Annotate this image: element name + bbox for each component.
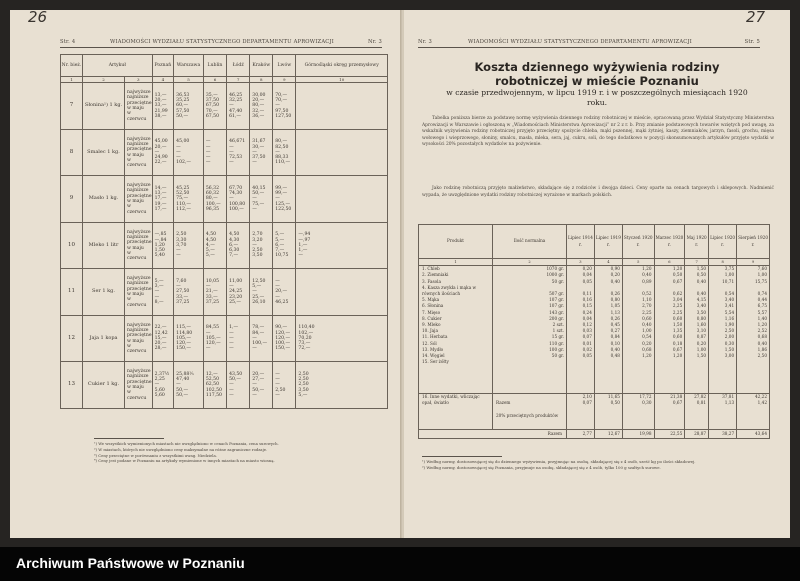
price-cell: 56,32 60,32 80,— 100,— 96,35 (203, 176, 226, 223)
footnote: ²) W miastach, których nie uwzględniono ceny maksymalne na różne zagraniczne rodzaje. (94, 446, 268, 452)
footnote-rule (94, 438, 164, 439)
price-cell: 45,00 20,— — 24,90 22,— (152, 129, 174, 176)
total-cell: 38,27 (709, 430, 737, 439)
left-header-page: Str. 4 (60, 39, 76, 45)
price-cell: 40,15 50,— — 75,— — (250, 176, 273, 223)
price-cell: 67,70 74,30 — 100,80 100,— (227, 176, 250, 223)
th-lodz: Łódź (227, 55, 250, 77)
price-cell: 5,— 3,— — — 8,— (152, 269, 174, 316)
th-article: Artykuł (83, 55, 153, 77)
th-slask: Górnośląski okręg przemysłowy (296, 55, 388, 77)
handwritten-page-number-left: 26 (28, 10, 48, 26)
price-cell: 99,— 99,— — 125,— 122,50 (273, 176, 296, 223)
th-jan-1920: Styczeń 1920 r. (622, 225, 654, 259)
price-cell: 4,50 4,30 6,— 6,30 7,— (227, 222, 250, 269)
footnote-rule (422, 456, 502, 457)
price-cell: 43,50 50,— — — — (227, 362, 250, 409)
price-cell: 78,— 84,— — 100,— — (250, 315, 273, 362)
price-cell: 11,00 — 24,25 23,20 25,— (227, 269, 250, 316)
value-cell: 0,90 0,20 0,40 0,26 0,80 1,05 1,13 0,26 0,45 0,27 0,84 0,10 0,40 0,48 (594, 266, 622, 394)
price-cell: 84,55 — 105,— 120,— — (203, 315, 226, 362)
col-num: 2 (493, 259, 567, 266)
handwritten-page-number-right: 27 (746, 10, 766, 26)
price-cell: 35,— 37,50 67,50 70,— 67,50 (203, 83, 226, 130)
paragraph-2: Jako rodzinę robotniczą przyjęto małżeństwo, składające się z rodziców i dwojga dzieci. Ceny oparte na cenach targowych i sklepowych. Nadmienić wypada, że uwzględnione wydatki rodziny robotniczej wyrażone w markach polskich. (422, 186, 774, 198)
misc-cell: 17,72 0,30 (622, 394, 654, 430)
col-num: 8 (250, 77, 273, 83)
article-name: Mleko 1 litr (83, 222, 125, 269)
price-cell: 14,— 13,— 17,— 19,— 17,— (152, 176, 174, 223)
article-name: Smalec 1 kg. (83, 129, 125, 176)
col-num: 3 (567, 259, 595, 266)
col-num: 5 (174, 77, 204, 83)
total-cell: 43,64 (737, 430, 770, 439)
col-num: 9 (273, 77, 296, 83)
col-num: 9 (737, 259, 770, 266)
paragraph-1: Tabelka poniższa bierze za podstawę normę wyżywienia dziennego rodziny robotniczej w mieście, opracowaną przez Wydział Statystyczny Ministerstwa Aprowizacji w Warszawie i ogłoszoną w „Wiadomościach Ministerstwa Aprowizacji” nr 2 z r. b. Przy zmianie podstawowych towarów wziętych pod uwagę, za wskaźnik wyżywienia rodziny robotniczej przyjęto przeciętny spożycie chleba, mąki pszennej, mąki żytniej, kaszy, ziemniaków, jarzyn, fasoli, grochu, mięsa wołowego i wieprzowego, słoniny, smalcu, masła, mleka, sera, jaj, cukru, soli, do tego dodatkowo w pozycji skonsumowanych artykułów przyjęto wydatki w wysokości 20% pozostałych wydatków na pożywienie. (422, 116, 774, 148)
misc-cell: 37,81 1,13 (709, 394, 737, 430)
th-nr: Nr. bież. (61, 55, 83, 77)
price-cell (296, 176, 388, 223)
row-number: 8 (61, 129, 83, 176)
price-cell: — — — 2,50 — (273, 362, 296, 409)
price-table (60, 54, 388, 409)
value-cell: 1,20 0,40 0,89 0,52 1,10 2,70 2,25 0,60 0,40 1,00 0,54 0,20 0,68 1,20 (622, 266, 654, 394)
price-cell: 5,— 5,— 6,— 7,— 10,75 (273, 222, 296, 269)
col-num: 2 (83, 77, 125, 83)
razem-label: Razem (496, 400, 511, 406)
th-lwow: Lwów (273, 55, 296, 77)
price-kind-labels: najwyższe najniższe przeciętne w maju w czerwcu (125, 176, 153, 223)
quantity-cell: 1070 gr. 1000 gr. 50 gr. 507 gr. 107 gr. 107 gr. 143 gr. 200 gr. 2 szt. 1 szt. 15 gr. 110 gr. 100 gr. 50 gr. (493, 266, 567, 394)
price-cell: —,85 —,84 1,20 1,50 5,40 (152, 222, 174, 269)
footnote: ³) Ceny przeciętne w porównaniu z wszystkimi uwag. Niedziela. (94, 452, 217, 458)
row-number: 11 (61, 269, 83, 316)
row-number: 9 (61, 176, 83, 223)
th-warszawa: Warszawa (174, 55, 204, 77)
price-cell (296, 129, 388, 176)
col-num: 1 (61, 77, 83, 83)
left-header-title: WIADOMOŚCI WYDZIAŁU STATYSTYCZNEGO DEPARTAMENTU APROWIZACJI (110, 39, 334, 45)
price-cell: 7,60 — 27,50 33,— 37,25 (174, 269, 204, 316)
row-number: 7 (61, 83, 83, 130)
price-cell: 13,— 20,— 33,— 21,99 38,— (152, 83, 174, 130)
price-cell: —,94 —,97 1,— 1,— — (296, 222, 388, 269)
percent-label: 20% przeciętnych produktów (496, 412, 559, 418)
left-page-header (60, 38, 382, 48)
right-header-page: Nr. 3 (418, 39, 433, 45)
th-aug-1920: Sierpień 1920 r. (737, 225, 770, 259)
total-label: Razem (419, 430, 567, 439)
price-cell: 30,00 20,— 80,— 32,— 36,— (250, 83, 273, 130)
left-header-number: Nr. 3 (367, 39, 382, 45)
col-num: 3 (125, 77, 153, 83)
col-num: 8 (709, 259, 737, 266)
value-cell: 1,20 0,50 0,67 0,62 3,04 2,25 2,25 0,60 1,50 1,35 0,60 0,18 0,67 1,20 (654, 266, 685, 394)
right-page-header (418, 38, 760, 48)
left-page (10, 10, 402, 538)
article-name: Cukier 1 kg. (83, 362, 125, 409)
misc-cell: 21,38 0,67 (654, 394, 685, 430)
th-lublin: Lublin (203, 55, 226, 77)
th-jul-1920: Lipiec 1920 r. (709, 225, 737, 259)
right-footnotes (422, 456, 772, 470)
th-jul-1914: Lipiec 1914 r. (567, 225, 595, 259)
price-cell: 31,67 30,— — 37,50 — (250, 129, 273, 176)
price-cell: 4,50 4,50 4,— 5,— 5,— (203, 222, 226, 269)
items-row (419, 266, 770, 394)
price-cell: 25,88⅓ 47,40 — 50,— 50,— (174, 362, 204, 409)
total-cell: 19,98 (622, 430, 654, 439)
col-num: 10 (296, 77, 388, 83)
right-header-title: WIADOMOŚCI WYDZIAŁU STATYSTYCZNEGO DEPARTAMENTU APROWIZACJI (468, 39, 692, 45)
row-number: 10 (61, 222, 83, 269)
table-row (61, 269, 388, 316)
price-cell (296, 83, 388, 130)
price-cell: 2,70 3,20 — 2,50 3,50 (250, 222, 273, 269)
total-cell: 2,77 (567, 430, 595, 439)
left-footnotes (94, 438, 384, 464)
footnote: ¹) We wszystkich wymienionych miastach nie uwzględniono w cenach Poznania, cena surowych. (94, 441, 279, 446)
price-cell (296, 269, 388, 316)
article-title: Koszta dziennego wyżywienia rodziny robotniczej w mieście Poznaniu (474, 60, 720, 88)
col-num: 4 (152, 77, 174, 83)
table-row (61, 222, 388, 269)
footnote: ⁴) Ceny jest podane w Poznaniu na artykuły wymienione w innych miastach na miasto wiosną. (94, 458, 275, 464)
price-kind-labels: najwyższe najniższe przeciętne w maju w czerwcu (125, 129, 153, 176)
table-row (61, 362, 388, 409)
col-num: 6 (654, 259, 685, 266)
total-cell: 28,87 (685, 430, 709, 439)
right-page (404, 10, 790, 538)
column-number-row (419, 259, 770, 266)
price-cell: 2,50 3,30 3,70 — — (174, 222, 204, 269)
total-cell: 22,55 (654, 430, 685, 439)
price-cell: 45,00 — — — 102,— (174, 129, 204, 176)
price-cell: — — — — — (203, 129, 226, 176)
article-name: Ser 1 kg. (83, 269, 125, 316)
col-num: 1 (419, 259, 493, 266)
price-kind-labels: najwyższe najniższe przeciętne w maju w czerwcu (125, 222, 153, 269)
th-product: Produkt (419, 225, 493, 259)
price-cell: — — 20,— — 46,25 (273, 269, 296, 316)
price-cell: 70,— 70,— — 97,50 127,50 (273, 83, 296, 130)
price-kind-labels: najwyższe najniższe przeciętne w maju w czerwcu (125, 269, 153, 316)
th-quantity: Ilość normalna (493, 225, 567, 259)
misc-cell: 2,10 0,07 (567, 394, 595, 430)
value-cell: 0,20 0,04 0,05 0,11 0,16 0,15 0,24 0,04 0,12 0,03 0,07 0,01 0,02 0,05 (567, 266, 595, 394)
th-may-1920: Maj 1920 r. (685, 225, 709, 259)
price-cell: 12,50 5,— — 25,— 26,10 (250, 269, 273, 316)
misc-cell: 42,22 1,42 (737, 394, 770, 430)
table-row (61, 176, 388, 223)
col-num: 7 (685, 259, 709, 266)
price-cell: 45,25 52,50 75,— 110,— 112,— (174, 176, 204, 223)
misc-sub-labels (493, 394, 567, 430)
price-kind-labels: najwyższe najniższe przeciętne w maju w czerwcu (125, 362, 153, 409)
price-cell: 115,— 114,80 105,— 120,— 150,— (174, 315, 204, 362)
price-cell: 20,— 27,— — 50,— — (250, 362, 273, 409)
price-kind-labels: najwyższe najniższe przeciętne w maju w czerwcu (125, 83, 153, 130)
th-mar-1920: Marzec 1920 r. (654, 225, 685, 259)
items-label: 1. Chleb 2. Ziemniaki 3. Fasola 4. Kasza zwykła i mąka w równych ilościach 5. Mąka 6. Słonina 7. Mięso 8. Cukier 9. Mleko 10. Jaja 11. Herbata 12. Sól 13. Mydło 14. Węgiel 15. Ser żółty (419, 266, 493, 394)
article-name: Jaja 1 kopa (83, 315, 125, 362)
value-cell: 1,50 0,50 0,40 0,40 4,15 3,40 3,50 0,80 1,60 3,10 0,87 0,20 1,00 1,50 (685, 266, 709, 394)
col-num: 5 (622, 259, 654, 266)
table-row (61, 83, 388, 130)
cost-table (418, 224, 770, 439)
right-header-number: Str. 5 (744, 39, 760, 45)
col-num: 4 (594, 259, 622, 266)
price-kind-labels: najwyższe najniższe przeciętne w maju w czerwcu (125, 315, 153, 362)
archive-banner (0, 547, 800, 581)
col-num: 6 (203, 77, 226, 83)
article-name: Masło 1 kg. (83, 176, 125, 223)
th-krakow: Kraków (250, 55, 273, 77)
price-cell: 46,671 — — 72,53 — (227, 129, 250, 176)
misc-row (419, 394, 770, 430)
price-cell: 90,— 120,— 120,— 100,— 150,— (273, 315, 296, 362)
price-cell: 46,25 32,25 — 47,40 61,— (227, 83, 250, 130)
footnote: ²) Według normy, dostosowującej się Poznania, przyjmuje na osobę, składającej się z 4 osób, tylko 100 g szałtych surowe. (422, 464, 661, 470)
price-cell: 80,— 82,50 — 88,33 110,— (273, 129, 296, 176)
th-jul-1919: Lipiec 1919 r. (594, 225, 622, 259)
row-number: 12 (61, 315, 83, 362)
value-cell: 7,60 1,00 15,75 0,74 0,44 6,75 5,57 1,40 1,20 2,52 0,68 0,40 1,86 2,50 (737, 266, 770, 394)
price-cell: 10,05 — 21,— 33,— 37,25 (203, 269, 226, 316)
total-row (419, 430, 770, 439)
total-cell: 12,67 (594, 430, 622, 439)
price-cell: 36,53 35,25 60,— 57,50 50,— (174, 83, 204, 130)
footnote: ¹) Według normy, dostosowującej się do dziennego wyżywienia, przyjmując na osobę, składającej się z 4 osób, sześć kg po ilości składowej. (422, 459, 696, 464)
price-cell: 12,— 52,50 62,50 102,50 117,50 (203, 362, 226, 409)
table-row (61, 315, 388, 362)
price-cell: 2,50 2,50 2,50 3,50 5,— (296, 362, 388, 409)
col-num: 7 (227, 77, 250, 83)
table-row (61, 129, 388, 176)
misc-cell: 27,82 0,81 (685, 394, 709, 430)
article-name: Słonina¹) 1 kg. (83, 83, 125, 130)
misc-label: 16. Inne wydatki, wliczając opał, światło (419, 394, 493, 430)
article-subtitle: w czasie przedwojennym, w lipcu 1919 r. i w poszczególnych miesiącach 1920 roku. (446, 88, 748, 107)
row-number: 13 (61, 362, 83, 409)
th-poznan: Poznań (152, 55, 174, 77)
value-cell: 3,75 1,00 10,71 0,54 3,40 3,41 5,54 1,16 1,90 2,50 2,00 0,30 1,50 3,00 (709, 266, 737, 394)
price-cell: 110,40 102,— 70,20 73,— 72,— (296, 315, 388, 362)
price-cell: 22,— 12,42 15,— 20,— 28,— (152, 315, 174, 362)
misc-cell: 11,65 0,50 (594, 394, 622, 430)
archive-label: Archiwum Państwowe w Poznaniu (16, 555, 245, 571)
price-cell: 1,— — — — — (227, 315, 250, 362)
price-cell: 2,37½ 2,25 — 5,60 5,60 (152, 362, 174, 409)
